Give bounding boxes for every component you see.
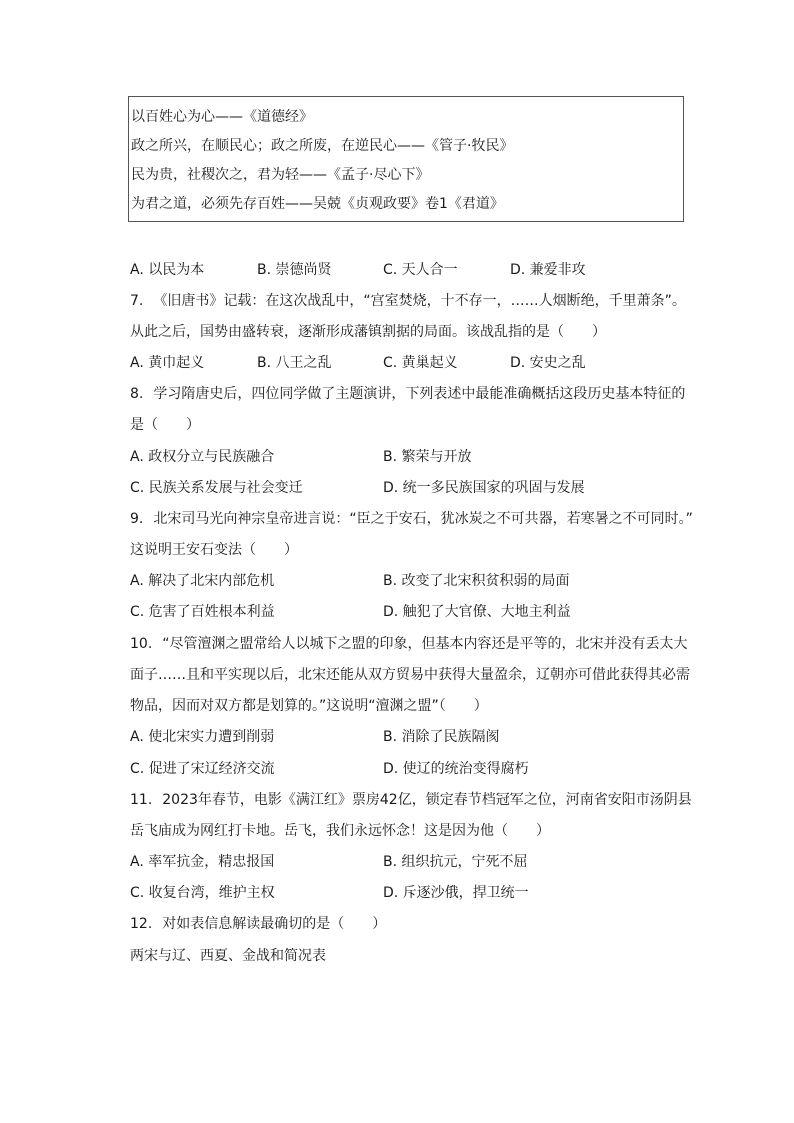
q8-option-b: B. 繁荣与开放 xyxy=(383,449,472,465)
q12-stem-line-1 xyxy=(130,912,386,936)
q7-stem-line-2: 从此之后，国势由盛转衰，逐渐形成藩镇割据的局面。该战乱指的是（ ） xyxy=(130,324,606,340)
q11-option-a: A. 率军抗金，精忠报国 xyxy=(130,854,275,870)
q9-option-a: A. 解决了北宋内部危机 xyxy=(130,573,275,589)
q6-option-c: C. 天人合一 xyxy=(383,262,458,278)
q7-option-b: B. 八王之乱 xyxy=(257,355,332,371)
q6-option-d: D. 兼爱非攻 xyxy=(510,262,586,278)
quote-line-2: 政之所兴，在顺民心；政之所废，在逆民心——《管子·牧民》 xyxy=(131,138,514,154)
q10-option-a: A. 使北宋实力遭到削弱 xyxy=(130,729,275,745)
q12-number: 12. xyxy=(130,916,153,932)
q11-text-1: 2023年春节，电影《满江红》票房42亿，锁定春节档冠军之位，河南省安阳市汤阴县 xyxy=(162,792,692,808)
q7-option-c: C. 黄巢起义 xyxy=(383,355,458,371)
q9-number: 9. xyxy=(130,511,144,527)
q7-stem-line-1 xyxy=(130,289,686,313)
q8-option-c: C. 民族关系发展与社会变迁 xyxy=(130,480,303,496)
q6-option-b: B. 崇德尚贤 xyxy=(257,262,332,278)
q11-number: 11. xyxy=(130,792,153,808)
q8-stem-line-1 xyxy=(130,382,685,406)
q9-text-1: 北宋司马光向神宗皇帝进言说：“臣之于安石，犹冰炭之不可共器，若寒暑之不可同时。” xyxy=(153,511,693,527)
q6-option-a: A. 以民为本 xyxy=(130,262,205,278)
q7-number: 7. xyxy=(130,293,144,309)
q7-option-a: A. 黄巾起义 xyxy=(130,355,205,371)
q10-option-d: D. 使辽的统治变得腐朽 xyxy=(383,761,529,777)
q8-option-d: D. 统一多民族国家的巩固与发展 xyxy=(383,480,585,496)
q9-option-c: C. 危害了百姓根本利益 xyxy=(130,604,275,620)
quote-box xyxy=(128,96,684,222)
q9-option-d: D. 触犯了大官僚、大地主利益 xyxy=(383,604,571,620)
q9-stem-line-1 xyxy=(130,507,693,531)
q11-option-d: D. 斥逐沙俄，捍卫统一 xyxy=(383,885,529,901)
q11-stem-line-2: 岳飞庙成为网红打卡地。岳飞，我们永远怀念！这是因为他（ ） xyxy=(130,823,550,839)
q11-option-b: B. 组织抗元，宁死不屈 xyxy=(383,854,528,870)
q11-stem-line-1 xyxy=(130,788,692,812)
q8-number: 8. xyxy=(130,386,144,402)
q9-option-b: B. 改变了北宋积贫积弱的局面 xyxy=(383,573,570,589)
q9-stem-line-2: 这说明王安石变法（ ） xyxy=(130,542,298,558)
q10-number: 10. xyxy=(130,636,153,652)
q8-stem-line-2: 是（ ） xyxy=(130,417,200,433)
q10-option-c: C. 促进了宋辽经济交流 xyxy=(130,761,275,777)
q8-option-a: A. 政权分立与民族融合 xyxy=(130,449,275,465)
q10-text-1: “尽管澶渊之盟常给人以城下之盟的印象，但基本内容还是平等的，北宋并没有丢太大 xyxy=(162,636,688,652)
q10-stem-line-2: 面子……且和平实现以后，北宋还能从双方贸易中获得大量盈余，辽朝亦可借此获得其必需 xyxy=(130,667,690,683)
q12-text-1: 对如表信息解读最确切的是（ ） xyxy=(162,916,387,932)
q11-option-c: C. 收复台湾，维护主权 xyxy=(130,885,275,901)
q8-text-1: 学习隋唐史后，四位同学做了主题演讲，下列表述中最能准确概括这段历史基本特征的 xyxy=(153,386,686,402)
q10-stem-line-1 xyxy=(130,632,688,656)
quote-line-4: 为君之道，必须先存百姓——吴兢《贞观政要》卷1《君道》 xyxy=(131,196,504,212)
q7-text-1: 《旧唐书》记载：在这次战乱中，“宫室焚烧，十不存一，……人烟断绝，千里萧条”。 xyxy=(153,293,686,309)
q10-option-b: B. 消除了民族隔阂 xyxy=(383,729,500,745)
q10-stem-line-3: 物品，因而对双方都是划算的。”这说明“澶渊之盟”（ ） xyxy=(130,698,488,714)
quote-line-3: 民为贵，社稷次之，君为轻——《孟子·尽心下》 xyxy=(131,167,430,183)
q12-table-title: 两宋与辽、西夏、金战和简况表 xyxy=(130,948,326,964)
q7-option-d: D. 安史之乱 xyxy=(510,355,586,371)
quote-line-1: 以百姓心为心——《道德经》 xyxy=(131,109,313,125)
